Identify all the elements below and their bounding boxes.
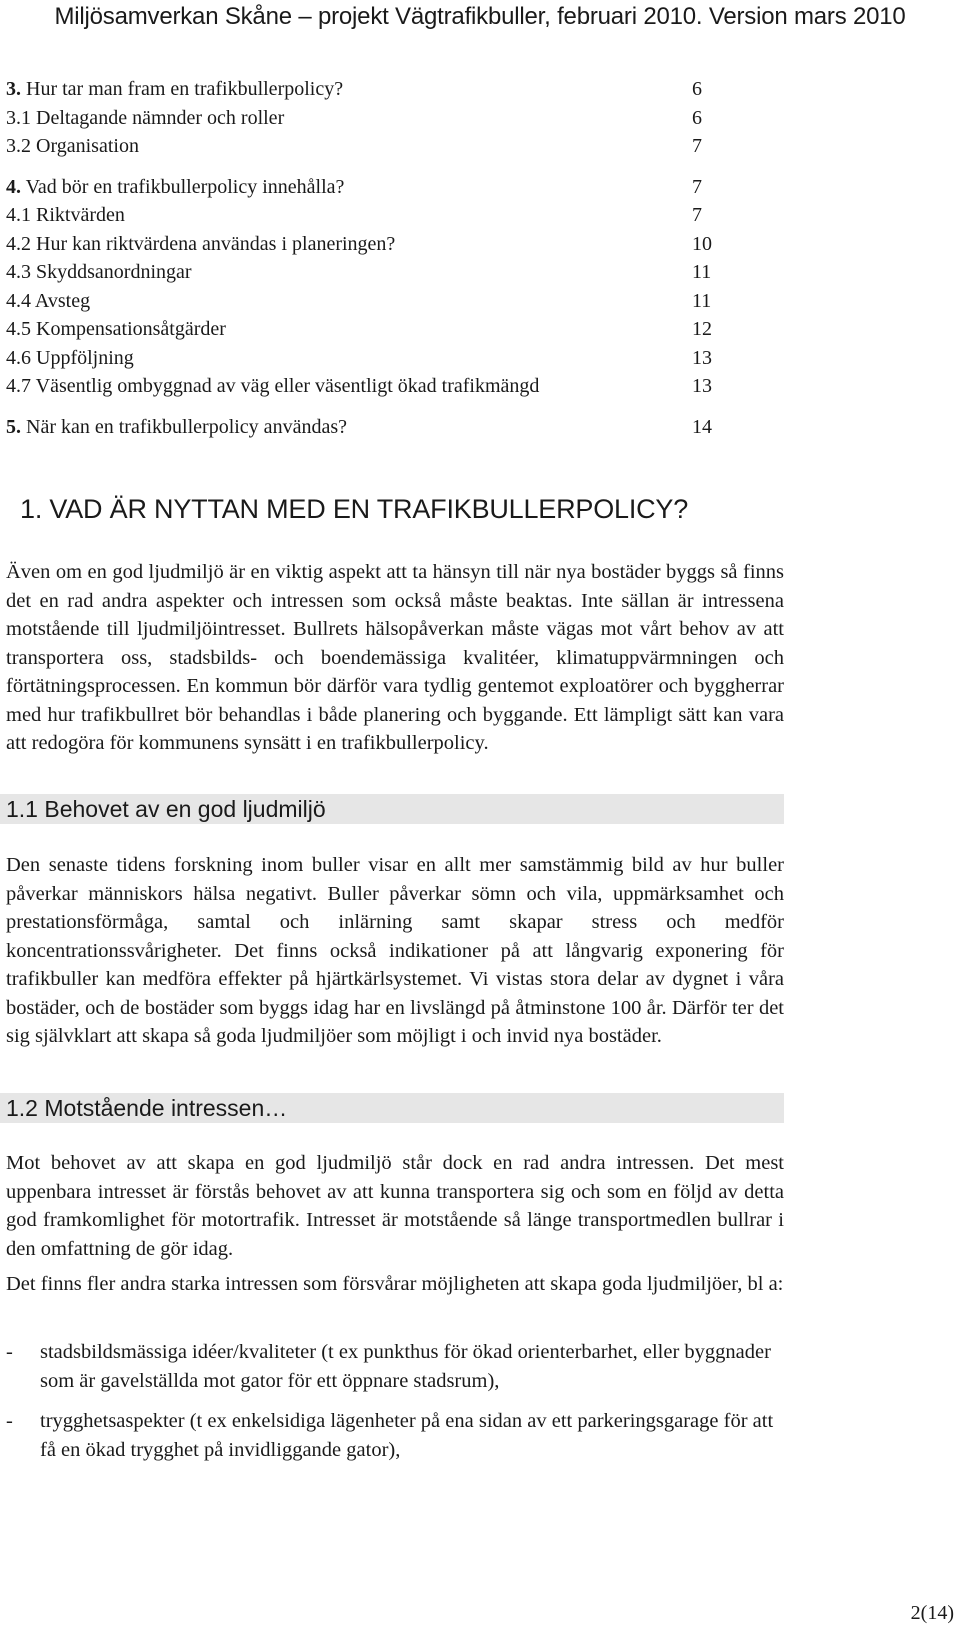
toc-label: 3.2 Organisation xyxy=(6,135,139,157)
body-paragraph: Den senaste tidens forskning inom buller visar en allt mer samstämmig bild av hur buller påverkar människors hälsa negativt. Buller påverkar sömn och vila, uppmärksamhet och prestationsförmåga, samtal och inlärning samt skapar stress och medför koncentrationssvårigheter. Det finns också indikationer på att långvarig exponering för trafikbuller kan medföra effekter på hjärtkärlsystemet. Vi vistas stora delar av dygnet i våra bostäder, och de bostäder som byggs idag har en livslängd på åtminstone 100 år. Därför ter det sig självklart att skapa så goda ljudmiljöer som möjligt i och invid nya bostäder. xyxy=(6,854,784,1047)
toc-label: 4.2 Hur kan riktvärdena användas i planeringen? xyxy=(6,232,396,255)
toc-entry xyxy=(6,372,726,401)
body-paragraph: Det finns fler andra starka intressen som försvårar möjligheten att skapa goda ljudmiljöer, bl a: xyxy=(6,1273,784,1295)
toc-page: 6 xyxy=(692,78,702,100)
toc-number: 5. xyxy=(6,415,21,438)
toc-page: 13 xyxy=(692,346,712,369)
toc-entry xyxy=(6,75,726,104)
toc-number: 4. xyxy=(6,175,21,198)
toc-entry xyxy=(6,132,726,161)
list-item-text: trygghetsaspekter (t ex enkelsidiga lägenheter på ena sidan av ett parkeringsgarage för att få en ökad trygghet på invidliggande gator), xyxy=(40,1410,774,1461)
toc-page: 6 xyxy=(692,106,702,129)
toc-label: Vad bör en trafikbullerpolicy innehålla? xyxy=(21,175,345,198)
section-heading: 1. VAD ÄR NYTTAN MED EN TRAFIKBULLERPOLICY? xyxy=(20,494,689,524)
table-of-contents xyxy=(6,75,726,441)
toc-entry xyxy=(6,201,726,230)
toc-page: 11 xyxy=(692,289,712,312)
body-paragraph: Mot behovet av att skapa en god ljudmiljö står dock en rad andra intressen. Det mest uppenbara intresset är förstås behovet av att kunna transportera sig och som en följd av detta god framkomlighet för motortrafik. Intresset är motstående så länge transportmedlen bullrar i den omfattning de gör idag. xyxy=(6,1152,784,1260)
toc-entry xyxy=(6,413,726,442)
toc-page: 10 xyxy=(692,232,712,255)
list-item xyxy=(6,1407,784,1464)
page-header: Miljösamverkan Skåne – projekt Vägtrafikbuller, februari 2010. Version mars 2010 xyxy=(54,3,906,30)
list-item xyxy=(6,1338,784,1395)
toc-label: 4.1 Riktvärden xyxy=(6,204,125,226)
toc-page: 11 xyxy=(692,261,712,283)
subsection-heading: 1.1 Behovet av en god ljudmiljö xyxy=(0,794,784,824)
body-paragraph: Även om en god ljudmiljö är en viktig aspekt att ta hänsyn till när nya bostäder byggs så finns det en rad andra aspekter och intressen som också måste beaktas. Inte sällan är intressena motstående till ljudmiljöintresset. Bullrets hälsopåverkan måste vägas mot vårt behov av att transportera oss, stadsbilds- och boendemässiga kvalitéer, klimatuppvärmningen och förtätningsprocessen. En kommun bör därför vara tydlig gentemot exploatörer och byggherrar med hur trafikbullret bör behandlas i både planering och byggande. Ett lämpligt sätt kan vara att redogöra för kommunens synsätt i en trafikbullerpolicy. xyxy=(6,561,784,754)
toc-label: 4.3 Skyddsanordningar xyxy=(6,261,192,283)
toc-entry xyxy=(6,344,726,373)
toc-entry xyxy=(6,315,726,344)
subsection-heading: 1.2 Motstående intressen… xyxy=(0,1093,784,1123)
list-item-text: stadsbildsmässiga idéer/kvaliteter (t ex punkthus för ökad orienterbarhet, eller byggnader som är gavelställda mot gator för ett öppnare stadsrum), xyxy=(40,1341,771,1392)
toc-page: 12 xyxy=(692,318,712,340)
toc-entry xyxy=(6,287,726,316)
toc-entry xyxy=(6,258,726,287)
toc-page: 14 xyxy=(692,415,712,438)
toc-page: 7 xyxy=(692,135,702,157)
bullet-dash: - xyxy=(6,1410,13,1432)
toc-label: 3.1 Deltagande nämnder och roller xyxy=(6,106,285,129)
toc-label: När kan en trafikbullerpolicy användas? xyxy=(21,415,347,438)
toc-label: Hur tar man fram en trafikbullerpolicy? xyxy=(21,78,344,100)
toc-entry xyxy=(6,230,726,259)
toc-label: 4.4 Avsteg xyxy=(6,289,91,312)
toc-entry xyxy=(6,104,726,133)
toc-page: 13 xyxy=(692,375,712,397)
toc-entry xyxy=(6,173,726,202)
toc-label: 4.6 Uppföljning xyxy=(6,346,134,369)
toc-label: 4.7 Väsentlig ombyggnad av väg eller väsentligt ökad trafikmängd xyxy=(6,375,540,397)
bullet-dash: - xyxy=(6,1341,13,1363)
toc-page: 7 xyxy=(692,204,702,226)
toc-page: 7 xyxy=(692,175,702,198)
page-number: 2(14) xyxy=(910,1602,954,1624)
toc-number: 3. xyxy=(6,78,21,100)
toc-label: 4.5 Kompensationsåtgärder xyxy=(6,318,226,340)
